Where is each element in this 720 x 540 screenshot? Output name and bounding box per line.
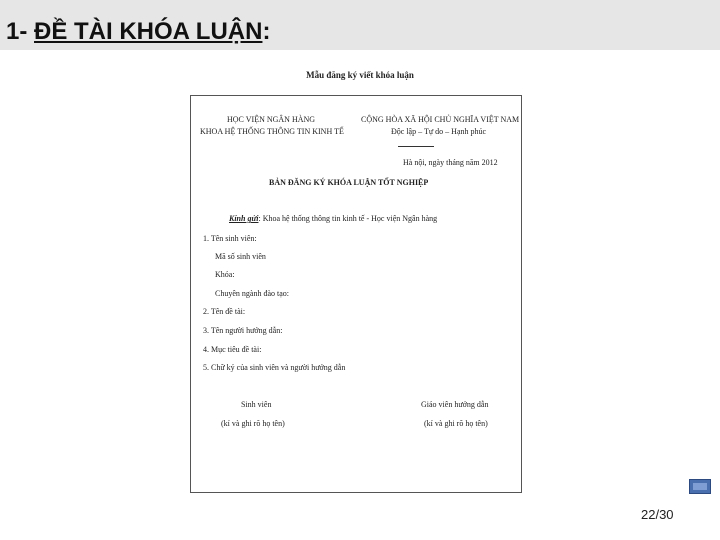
header-divider [398, 146, 434, 147]
student-signature-note: (kí và ghi rõ họ tên) [221, 419, 285, 428]
advisor-signature-label: Giáo viên hướng dẫn [421, 400, 489, 409]
field-student-name: 1. Tên sinh viên: [203, 234, 257, 243]
title-prefix: 1- [6, 18, 35, 45]
registration-form-image [190, 95, 522, 493]
document-caption: Mẫu đăng ký viết khóa luận [306, 70, 414, 80]
field-student-id: Mã số sinh viên [215, 252, 266, 261]
greeting [229, 215, 437, 223]
greeting-label: Kính gửi [229, 214, 259, 223]
slide-title-bar [0, 0, 720, 50]
title-suffix: : [262, 18, 271, 45]
field-course: Khóa: [215, 270, 235, 279]
slide-nav-button[interactable] [689, 479, 711, 494]
header-right-line-1: CỘNG HÒA XÃ HỘI CHỦ NGHĨA VIỆT NAM [361, 115, 520, 124]
advisor-signature-note: (kí và ghi rõ họ tên) [424, 419, 488, 428]
header-right-line-2: Độc lập – Tự do – Hạnh phúc [391, 127, 487, 136]
nav-button-icon [693, 483, 707, 490]
field-topic: 2. Tên đề tài: [203, 307, 246, 316]
title-main: ĐỀ TÀI KHÓA LUẬN [34, 18, 263, 45]
header-left-line-1: HỌC VIỆN NGÂN HÀNG [227, 115, 316, 124]
field-advisor: 3. Tên người hướng dẫn: [203, 326, 283, 335]
field-major: Chuyên ngành đào tạo: [215, 289, 289, 298]
slide-title [6, 18, 270, 46]
page-number: 22/30 [641, 507, 674, 522]
field-objective: 4. Mục tiêu đề tài: [203, 345, 262, 354]
greeting-text: : Khoa hệ thống thông tin kinh tế - Học viện Ngân hàng [258, 214, 438, 223]
field-signatures: 5. Chữ ký của sinh viên và người hướng dẫn [203, 363, 346, 372]
header-left-line-2: KHOA HỆ THỐNG THÔNG TIN KINH TẾ [200, 127, 344, 136]
student-signature-label: Sinh viên [241, 400, 272, 409]
date-line: Hà nội, ngày tháng năm 2012 [403, 158, 498, 167]
form-title: BẢN ĐĂNG KÝ KHÓA LUẬN TỐT NGHIỆP [269, 178, 429, 187]
